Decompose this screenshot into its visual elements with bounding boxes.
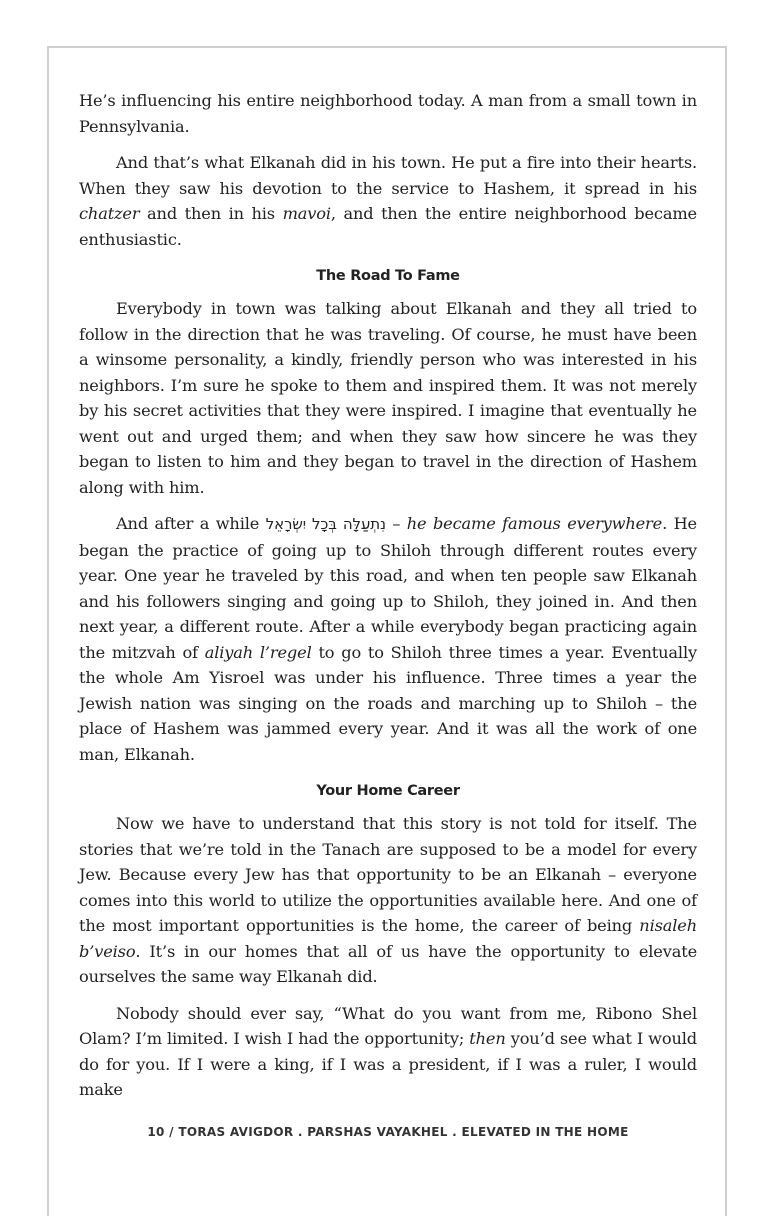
paragraph-6 xyxy=(79,1001,697,1103)
paragraph-2 xyxy=(79,150,697,252)
text-run: – xyxy=(385,514,407,533)
paragraph-1: He’s influencing his entire neighborhood today. A man from a small town in Pennsylvania. xyxy=(79,91,697,136)
page-body xyxy=(79,88,697,1114)
text-run: and then in his xyxy=(139,204,283,223)
text-run: And after a while xyxy=(116,514,266,533)
italic-term: aliyah l’regel xyxy=(204,642,312,662)
italic-term: chatzer xyxy=(79,204,140,223)
hebrew-quote: נִתְעַלָּה בְּכָל יִשְׂרָאֵל xyxy=(265,515,386,533)
text-run: you’d see what I would do for you. If I were a king, if I was a president, if I was a ruler, I would make xyxy=(79,1029,697,1099)
italic-term: mavoi xyxy=(282,204,331,223)
italic-term: then xyxy=(469,1029,506,1048)
text-run: Nobody should ever say, “What do you want from me, Ribono Shel Olam? I’m limited. I wish I had the opportunity; xyxy=(79,1003,697,1048)
paragraph-3: Everybody in town was talking about Elkanah and they all tried to follow in the direction that he was traveling. Of course, he must have been a winsome personality, a kindly, friendly person who was interested in his neighbors. I’m sure he spoke to them and inspired them. It was not merely by his secret activities that they were inspired. I imagine that eventually he went out and urged them; and when they saw how sincere he was they began to listen to him and they began to travel in the direction of Hashem along with him. xyxy=(79,299,697,497)
text-run: , and then the entire neighborhood became enthusiastic. xyxy=(79,204,697,249)
paragraph-4 xyxy=(79,511,697,767)
text-run: . It’s in our homes that all of us have the opportunity to elevate ourselves the same way Elkanah did. xyxy=(79,941,697,986)
paragraph-5 xyxy=(79,811,697,990)
text-run: . He began the practice of going up to Shiloh through different routes every year. One year he traveled by this road, and when ten people saw Elkanah and his followers singing and going up to Shiloh, they joined in. And then next year, a different route. After a while everybody began practicing again the mitzvah of xyxy=(79,514,697,662)
text-run: Now we have to understand that this story is not told for itself. The stories that we’re told in the Tanach are supposed to be a model for every Jew. Because every Jew has that opportunity to be an Elkanah – everyone comes into this world to utilize the opportunities available here. And one of the most important opportunities is the home, the career of being xyxy=(79,814,697,935)
italic-translation: he became famous everywhere xyxy=(406,514,663,533)
section-heading-home-career: Your Home Career xyxy=(316,783,460,799)
italic-term: nisaleh b’veiso xyxy=(79,916,697,961)
page-footer: 10 / TORAS AVIGDOR . PARSHAS VAYAKHEL . ELEVATED IN THE HOME xyxy=(147,1125,629,1139)
text-run: And that’s what Elkanah did in his town. He put a fire into their hearts. When they saw his devotion to the service to Hashem, it spread in his xyxy=(79,153,697,198)
section-heading-road-to-fame: The Road To Fame xyxy=(316,268,460,284)
text-run: to go to Shiloh three times a year. Eventually the whole Am Yisroel was under his influence. Three times a year the Jewish nation was singing on the roads and marching up to Shiloh – the place of Hashem was jammed every year. And it was all the work of one man, Elkanah. xyxy=(79,642,697,764)
